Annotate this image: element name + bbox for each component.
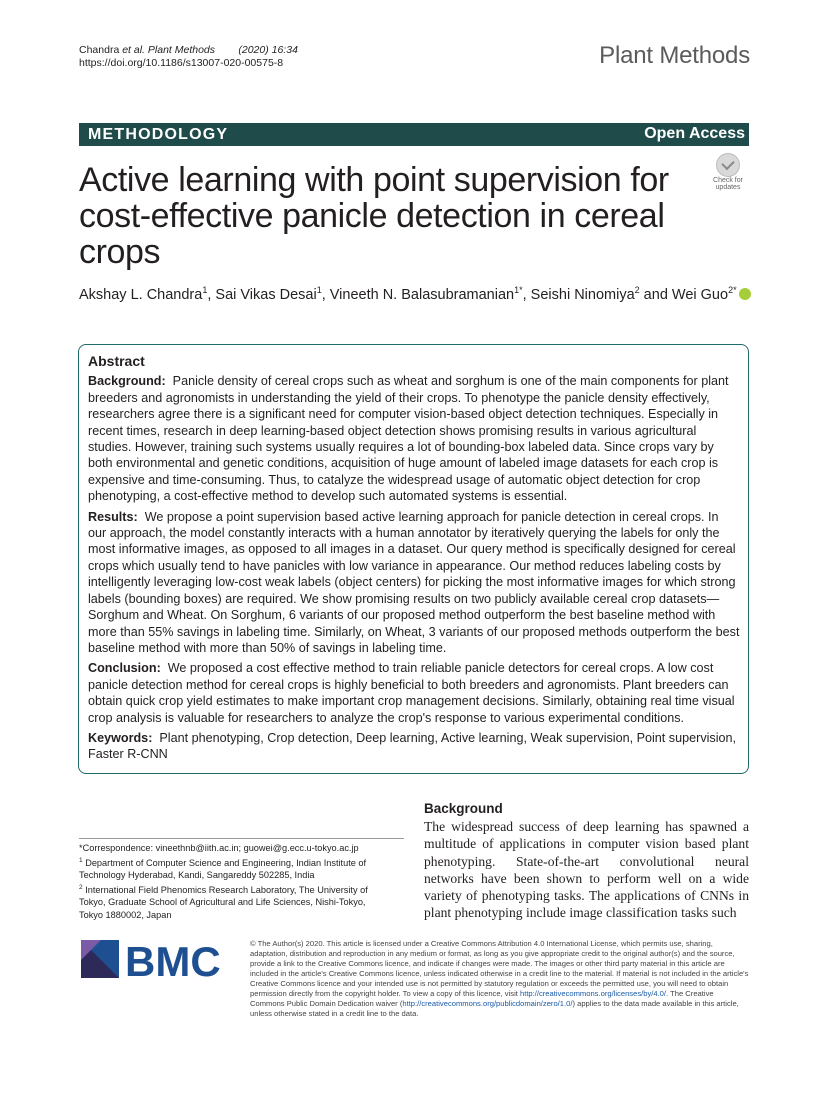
author-name: Vineeth N. Balasubramanian	[329, 286, 515, 303]
license-end: ) applies to the data made available in this article, unless otherwise stated in a credit line to the data.	[250, 999, 739, 1018]
citation-journal: Plant Methods	[147, 44, 216, 56]
affil2-sup: 2	[79, 883, 83, 891]
abstract-box	[78, 344, 749, 774]
orcid-icon[interactable]	[739, 288, 751, 300]
check-updates-text	[707, 177, 749, 191]
license-main: © The Author(s) 2020. This article is licensed under a Creative Commons Attribution 4.0 International License, which permits use, sharing, adaptation, distribution and reproduction in any medium or format, as long as you give appropriate credit to the original author(s) and the source, provide a link to the Creative Commons licence, and indicate if changes were made. The images or other third party material in this article are included in the article's Creative Commons licence, unless indicated otherwise in a credit line to the material. If material is not included in the article's Creative Commons licence and your intended use is not permitted by statutory regulation or exceeds the permitted use, you will need to obtain permission directly from the copyright holder. To view a copy of this licence, visit	[250, 939, 749, 998]
bmc-logo	[81, 938, 231, 980]
abstract-keywords	[88, 730, 740, 763]
author-name: Sai Vikas Desai	[215, 286, 317, 303]
affiliation-1	[79, 855, 389, 882]
check-updates-line2: updates	[715, 184, 741, 191]
citation-etal: et al.	[122, 44, 145, 56]
author-separator: and	[639, 286, 672, 303]
author-affiliation-sup: 2*	[728, 285, 737, 295]
author-list	[79, 285, 751, 303]
citation-line	[79, 44, 298, 57]
abstract-conclusion	[88, 660, 740, 726]
check-updates-icon	[716, 153, 740, 177]
results-text: We propose a point supervision based active learning approach for panicle detection in cereal crops. In our approach, the model constantly interacts with a human annotator by iteratively querying the labels for only the most informative images, as opposed to all images in a dataset. Our query method is specifically designed for cereal crops which usually tend to have panicles with low variance in appearance. Our method reduces labeling costs by intelligently leveraging low-cost weak labels (object centers) for picking the most informative images for which strong labels (bounding boxes) are required. We show promising results on two publicly available cereal crop datasets—Sorghum and Wheat. On Sorghum, 6 variants of our proposed method outperform the best baseline method with more than 55% savings in labeling time. Similarly, on Wheat, 3 variants of our proposed methods outperform the best baseline method with more than 50% of savings in labeling time.	[88, 509, 740, 655]
doi-link[interactable]: https://doi.org/10.1186/s13007-020-00575-8	[79, 57, 284, 69]
background-label: Background:	[88, 374, 166, 389]
affiliation-2	[79, 882, 389, 922]
keywords-label: Keywords:	[88, 730, 153, 745]
author-separator: ,	[522, 286, 531, 303]
author-affiliation-sup: 1	[202, 285, 208, 295]
author-affiliation-sup: 1	[316, 285, 322, 295]
background-body: The widespread success of deep learning has spawned a multitude of applications in computer vision based plant phenotyping. State-of-the-art convolutional neural networks have been shown to perform well on a wide variety of phenotyping tasks. The applications of CNNs in plant phenotyping include image classification tasks such	[424, 819, 749, 921]
author-affiliation-sup: 1*	[514, 285, 523, 295]
open-access-label: Open Access	[630, 125, 745, 143]
correspondence: *Correspondence: vineethnb@iith.ac.in; guowei@g.ecc.u-tokyo.ac.jp	[79, 843, 359, 853]
license-link-cc0[interactable]: http://creativecommons.org/publicdomain/zero/1.0/	[402, 999, 573, 1008]
citation-volume: (2020) 16:34	[238, 44, 298, 56]
author-name: Wei Guo	[671, 286, 729, 303]
results-label: Results:	[88, 509, 138, 524]
citation-authors: Chandra	[79, 44, 120, 56]
author-name: Akshay L. Chandra	[79, 286, 203, 303]
background-text: Panicle density of cereal crops such as wheat and sorghum is one of the main components for plant breeders and agronomists in understanding the yield of their crops. To phenotype the panicle density effectively, researchers agree there is a significant need for computer vision-based object detection techniques. Especially in recent times, research in deep learning-based object detection shows promising results in various agricultural studies. However, training such systems usually requires a lot of bounding-box labeled data. Since crops vary by both environmental and genetic conditions, acquisition of huge amount of labeled image datasets for each crop is expensive and time-consuming. Thus, to catalyze the widespread usage of automatic object detection for crop phenotyping, a cost-effective method to develop such automated systems is essential.	[88, 374, 729, 504]
abstract-background	[88, 373, 740, 504]
bmc-logo-text: BMC	[125, 938, 221, 980]
affil1-sup: 1	[79, 856, 83, 864]
keywords-text: Plant phenotyping, Crop detection, Deep learning, Active learning, Weak supervision, Point supervision, Faster R-CNN	[88, 730, 737, 762]
author-name: Seishi Ninomiya	[530, 286, 635, 303]
author-affiliation-sup: 2	[634, 285, 640, 295]
conclusion-label: Conclusion:	[88, 661, 161, 676]
affil2-text: International Field Phenomics Research Laboratory, The University of Tokyo, Graduate School of Agricultural and Life Sciences, Nishi-Tokyo, Tokyo 1880002, Japan	[79, 884, 368, 920]
license-mid: . The Creative Commons Public Domain Dedication waiver (	[250, 989, 714, 1008]
check-for-updates-badge[interactable]	[707, 153, 749, 193]
footnotes	[79, 842, 389, 921]
conclusion-text: We proposed a cost effective method to train reliable panicle detectors for cereal crops. A low cost panicle detection method for cereal crops is highly beneficial to both breeders and agronomists. Plant breeders can obtain quick crop yield estimates to make important crop management decisions. Similarly, obtaining real time visual crop analysis is valuable for researchers to analyze the crop's response to various experimental conditions.	[88, 661, 735, 725]
affil1-text: Department of Computer Science and Engineering, Indian Institute of Technology Hyderabad, Kandi, Sangareddy 502285, India	[79, 857, 367, 881]
journal-name: Plant Methods	[599, 42, 750, 69]
abstract-heading: Abstract	[88, 353, 145, 369]
license-link-ccby[interactable]: http://creativecommons.org/licenses/by/4.0/	[519, 989, 667, 998]
article-type: METHODOLOGY	[88, 126, 229, 143]
author-separator: ,	[207, 286, 216, 303]
license-text	[250, 939, 750, 1019]
background-heading: Background	[424, 801, 503, 816]
article-title: Active learning with point supervision for cost-effective panicle detection in cereal crops	[79, 161, 669, 271]
check-updates-line1: Check for	[713, 177, 743, 184]
citation-header	[79, 44, 298, 70]
abstract-results	[88, 509, 740, 657]
footnote-divider	[79, 838, 404, 839]
author-separator: ,	[321, 286, 330, 303]
section-banner	[79, 123, 749, 146]
